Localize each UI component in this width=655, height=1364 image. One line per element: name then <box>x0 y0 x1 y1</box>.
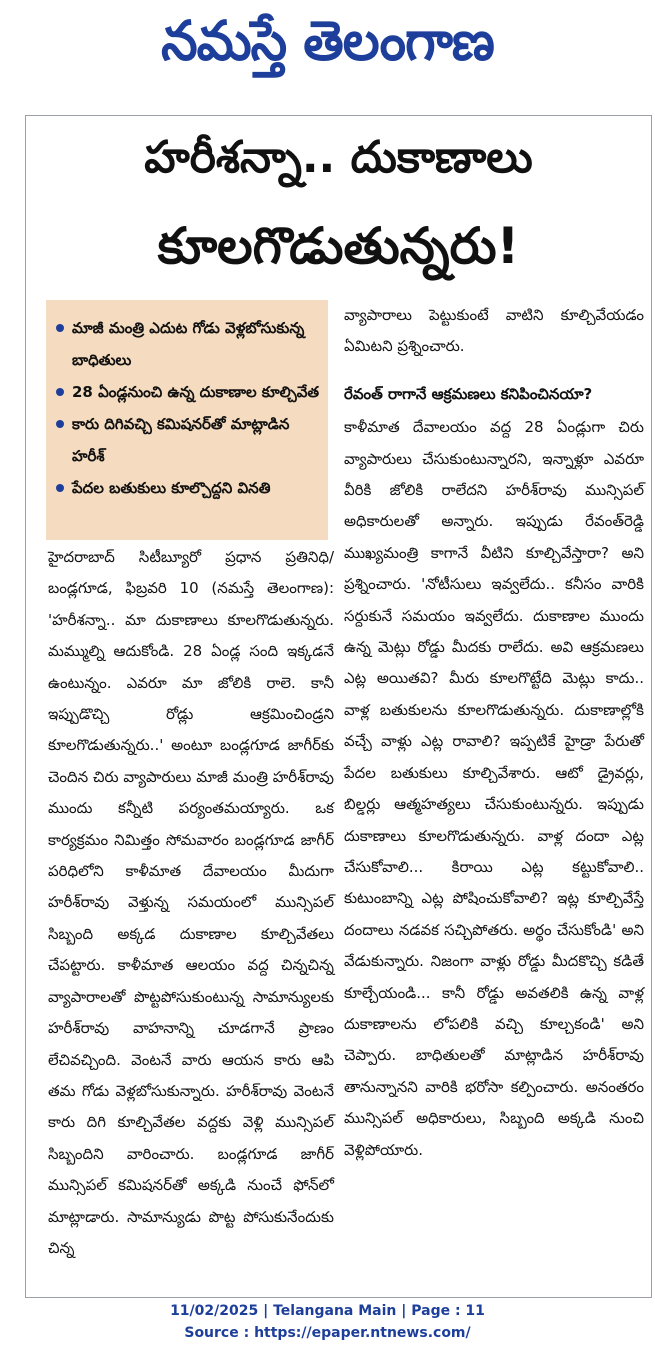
headline-line-2: కూలగొడుతున్నరు! <box>157 217 520 275</box>
article-body-left: హైదరాబాద్ సిటీబ్యూరో ప్రధాన ప్రతినిధి/బండ్లగూడ, ఫిబ్రవరి 10 (నమస్తే తెలంగాణ): 'హరీశన్నా.. మా దుకాణాలు కూలగొడుతున్నరు. మమ్ముల్ని ఆదుకోండి. 28 ఏండ్ల సంది ఇక్కడనే ఉంటున్నం. ఎవరూ మా జోలికి రాలె. కానీ ఇప్పుడొచ్చి రోడ్లు ఆక్రమించిండ్రని కూలగొడుతున్నరు..' అంటూ బండ్లగూడ జాగీర్‌కు చెందిన చిరు వ్యాపారులు మాజీ మంత్రి హరీశ్‌రావు ముందు కన్నీటి పర్యంతమయ్యారు. ఒక కార్యక్రమం నిమిత్తం సోమవారం బండ్లగూడ జాగీర్ పరిధిలోని కాళీమాత దేవాలయం మీదుగా హరీశ్‌రావు వెళ్తున్న సమయంలో మున్సిపల్ సిబ్బంది అక్కడ దుకాణాల కూల్చివేతలు చేపట్టారు. కాళీమాత ఆలయం వద్ద చిన్నచిన్న వ్యాపారాలతో పొట్టపోసుకుంటున్న సామాన్యులకు హరీశ్‌రావు వాహనాన్ని చూడగానే ప్రాణం లేచివచ్చింది. వెంటనే వారు ఆయన కారు ఆపి తమ గోడు వెళ్లబోసుకున్నారు. హరీశ్‌రావు వెంటనే కారు దిగి కూల్చివేతల వద్దకు వెళ్లి మున్సిపల్ సిబ్బందిని వారించారు. బండ్లగూడ జాగీర్ మున్సిపల్ కమిషనర్‌తో అక్కడి నుంచే ఫోన్‌లో మాట్లాడారు. సామాన్యుడు పొట్ట పోసుకునేందుకు చిన్న <box>48 548 334 1257</box>
headline-line-1: హరీశన్నా.. దుకాణాలు <box>144 132 533 183</box>
bullet-icon <box>56 388 64 396</box>
source-link[interactable]: Source : https://epaper.ntnews.com/ <box>184 1325 471 1341</box>
article-column-left <box>48 542 334 1264</box>
article-body-right-intro: వ్యాపారాలు పెట్టుకుంటే వాటిని కూల్చివేయడం ఏమిటని ప్రశ్నించారు. <box>344 306 644 356</box>
masthead-title: నమస్తే తెలంగాణ <box>161 8 494 73</box>
page-footer <box>0 1300 655 1344</box>
highlight-item: కారు దిగివచ్చి కమిషనర్‌తో మాట్లాడిన హరీశ్ <box>56 408 322 472</box>
edition-info: 11/02/2025 | Telangana Main | Page : 11 <box>170 1303 485 1319</box>
highlight-item: పేదల బతుకులు కూల్చొద్దని వినతి <box>56 472 322 504</box>
article-body-right: కాళీమాత దేవాలయం వద్ద 28 ఏండ్లుగా చిరు వ్యాపారులు చేసుకుంటున్నారని, ఇన్నాళ్లూ ఎవరూ వీరికి జోలికి రాలేదని హరీశ్‌రావు మున్సిపల్ అధికారులతో అన్నారు. ఇప్పుడు రేవంత్‌రెడ్డి ముఖ్యమంత్రి కాగానే వీటిని కూల్చివేస్తారా? అని ప్రశ్నించారు. 'నోటీసులు ఇవ్వలేదు.. కనీసం వారికి సర్దుకునే సమయం ఇవ్వలేదు. దుకాణాల ముందు ఉన్న మెట్లు రోడ్డు మీదకు రాలేదు. అవి ఆక్రమణలు ఎట్ల అయితవి? మీరు కూలగొట్టేది మెట్లు కాదు.. వాళ్ల బతుకులను కూలగొడుతున్నరు. దుకాణాల్లోకి వచ్చే వాళ్లు ఎట్ల రావాలి? ఇప్పటికే హైడ్రా పేరుతో పేదల బతుకులు కూల్చివేశారు. ఆటో డ్రైవర్లు, బిల్డర్లు ఆత్మహత్యలు చేసుకుంటున్నరు. ఇప్పుడు దుకాణాలు కూలగొడుతున్నరు. వాళ్ల దందా ఎట్ల చేసుకోవాలి... కిరాయి ఎట్ల కట్టుకోవాలి.. కుటుంబాన్ని ఎట్ల పోషించుకోవాలి? ఇట్ల కూల్చివేస్తే దందాలు నడవక సచ్చిపోతరు. అర్థం చేసుకోండి' అని వేడుకున్నారు. నిజంగా వాళ్లు రోడ్డు మీదకొచ్చి కడితే కూల్చేయండి... కానీ రోడ్డు అవతలికి ఉన్న వాళ్ల దుకాణాలను లోపలికి వచ్చి కూల్చకండి' అని చెప్పారు. బాధితులతో మాట్లాడిన హరీశ్‌రావు తానున్నానని వారికి భరోసా కల్పించారు. అనంతరం మున్సిపల్ అధికారులు, సిబ్బంది అక్కడి నుంచి వెళ్లిపోయారు. <box>344 418 644 1159</box>
article-clipping <box>25 115 652 1298</box>
article-subheading: రేవంత్ రాగానే ఆక్రమణలు కనిపించినయా? <box>344 384 593 403</box>
bullet-icon <box>56 484 64 492</box>
newspaper-masthead <box>0 0 655 95</box>
article-column-right <box>344 300 644 1166</box>
bullet-icon <box>56 324 64 332</box>
highlights-box <box>46 300 328 540</box>
highlight-item: 28 ఏండ్లనుంచి ఉన్న దుకాణాల కూల్చివేత <box>56 376 322 408</box>
highlight-item: మాజీ మంత్రి ఎదుట గోడు వెళ్లబోసుకున్న బాధితులు <box>56 312 322 376</box>
bullet-icon <box>56 420 64 428</box>
